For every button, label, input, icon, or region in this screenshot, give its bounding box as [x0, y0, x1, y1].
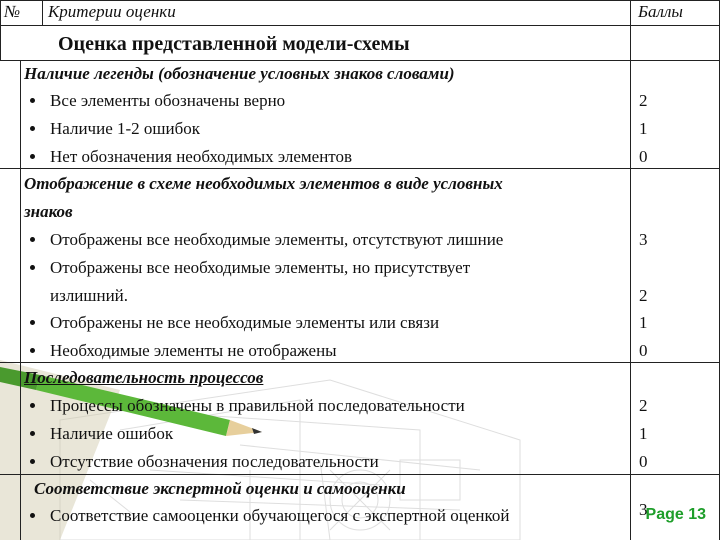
criterion-text: Отображены не все необходимые элементы или связи — [50, 313, 440, 332]
table-border — [630, 0, 631, 540]
criterion-text: Наличие ошибок — [50, 424, 174, 443]
criterion-text: Отображены все необходимые элементы, отсутствуют лишние — [50, 230, 504, 249]
table-border — [42, 0, 43, 25]
header-number: № — [4, 2, 21, 21]
table-border — [0, 474, 720, 475]
bullet-icon — [30, 98, 35, 103]
criterion-text: Нет обозначения необходимых элементов — [50, 147, 353, 166]
score-value: 2 — [639, 286, 648, 305]
score-value: 1 — [639, 119, 648, 138]
score-value: 2 — [639, 91, 648, 110]
criterion-text: Все элементы обозначены верно — [50, 91, 286, 110]
table-border — [0, 168, 630, 169]
section-heading: Соответствие экспертной оценки и самооценки — [34, 479, 406, 498]
score-value: 3 — [639, 230, 648, 249]
section-heading: Последовательность процессов — [24, 368, 264, 387]
table-border — [0, 362, 720, 363]
criterion-text: Отсутствие обозначения последовательности — [50, 452, 379, 471]
criterion-text: Соответствие самооценки обучающегося с экспертной оценкой — [50, 506, 510, 525]
page-title: Оценка представленной модели-схемы — [58, 33, 410, 55]
score-value: 0 — [639, 452, 648, 471]
bullet-icon — [30, 459, 35, 464]
criterion-text: Необходимые элементы не отображены — [50, 341, 337, 360]
criterion-text: Процессы обозначены в правильной последовательности — [50, 396, 465, 415]
bullet-icon — [30, 265, 35, 270]
score-value: 1 — [639, 313, 648, 332]
header-points: Баллы — [638, 2, 683, 21]
bullet-icon — [30, 237, 35, 242]
criterion-text: Отображены все необходимые элементы, но присутствует — [50, 258, 471, 277]
page-number-label: Page 13 — [645, 506, 706, 523]
bullet-icon — [30, 431, 35, 436]
score-value: 3 — [639, 500, 648, 519]
section-heading: Наличие легенды (обозначение условных знаков словами) — [24, 64, 455, 83]
table-border — [0, 0, 720, 1]
bullet-icon — [30, 126, 35, 131]
bullet-icon — [30, 154, 35, 159]
bullet-icon — [30, 513, 35, 518]
table-border — [0, 60, 720, 61]
score-value: 1 — [639, 424, 648, 443]
section-heading: Отображение в схеме необходимых элементов в виде условных — [24, 174, 503, 193]
bullet-icon — [30, 348, 35, 353]
score-value: 0 — [639, 147, 648, 166]
table-border — [0, 0, 1, 60]
table-border — [0, 25, 720, 26]
header-criteria: Критерии оценки — [48, 2, 176, 21]
criterion-text-cont: излишний. — [50, 286, 129, 305]
bullet-icon — [30, 403, 35, 408]
bullet-icon — [30, 320, 35, 325]
score-value: 0 — [639, 341, 648, 360]
table-border — [630, 168, 720, 169]
criterion-text: Наличие 1-2 ошибок — [50, 119, 201, 138]
table-border — [20, 60, 21, 540]
score-value: 2 — [639, 396, 648, 415]
section-heading-cont: знаков — [24, 202, 73, 221]
